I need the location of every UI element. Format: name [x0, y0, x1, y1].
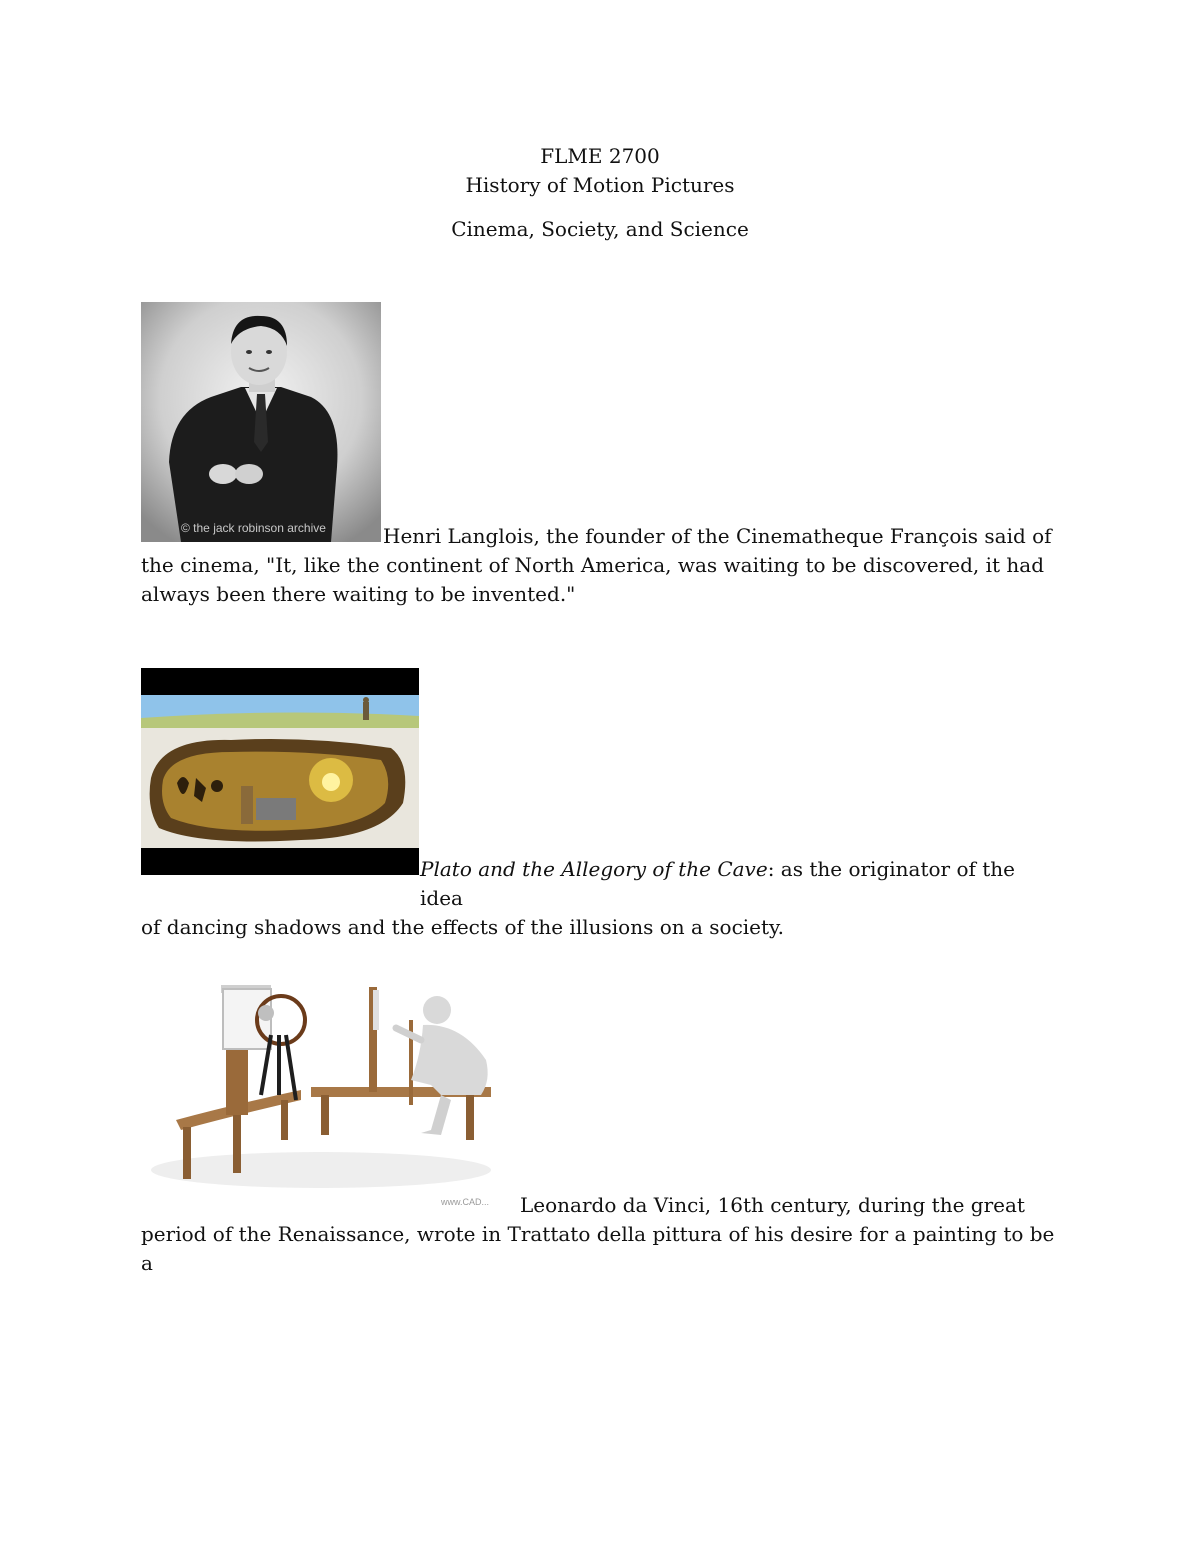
perspective-device-model: [141, 965, 516, 1210]
langlois-paragraph: [141, 522, 1056, 609]
course-code: FLME 2700: [540, 144, 660, 168]
plato-title: Plato and the Allegory of the Cave: [420, 857, 768, 881]
device-watermark: www.CAD...: [441, 1197, 490, 1207]
langlois-line-1: Henri Langlois, the founder of the Cinematheque François said of: [383, 524, 1052, 548]
plato-line-1-rest: : as the originator of the idea: [420, 857, 1016, 910]
langlois-line-2: the cinema, "It, like the continent of North America, was waiting to be discovered, it had: [141, 553, 1045, 577]
plato-line-1: [141, 855, 1056, 913]
plato-line-2: of dancing shadows and the effects of the illusions on a society.: [141, 915, 785, 939]
document-subtitle: Cinema, Society, and Science: [451, 217, 749, 241]
course-title: History of Motion Pictures: [465, 173, 735, 197]
davinci-line-2: period of the Renaissance, wrote in Trattato della pittura of his desire for a painting to be a: [141, 1222, 1055, 1275]
davinci-line-1: Leonardo da Vinci, 16th century, during the great: [520, 1193, 1025, 1217]
portrait-watermark: © the jack robinson archive: [181, 521, 326, 535]
plato-paragraph: [141, 855, 1056, 942]
langlois-line-3: always been there waiting to be invented.": [141, 582, 576, 606]
portrait-photo: [141, 302, 381, 542]
davinci-paragraph: [141, 1191, 1056, 1278]
cave-illustration: [141, 668, 419, 875]
